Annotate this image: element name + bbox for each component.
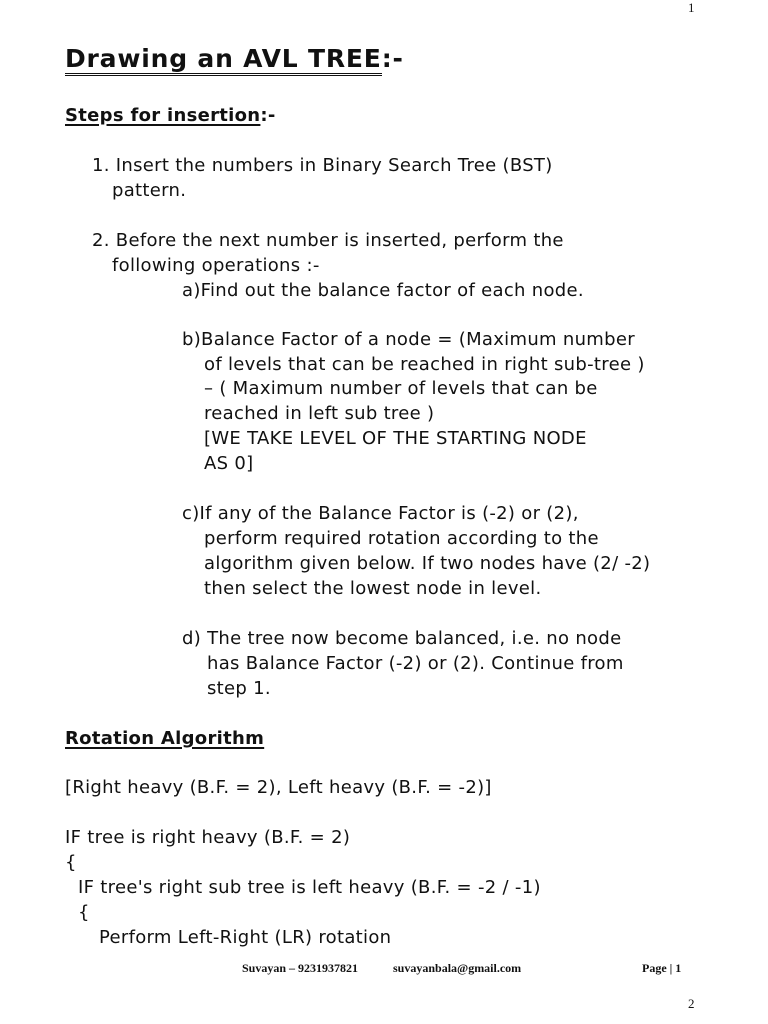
title-suffix: :- (381, 44, 404, 73)
substep-c-line-4: then select the lowest node in level. (204, 578, 542, 599)
step-2-line-2: following operations :- (112, 255, 320, 276)
title-text: Drawing an AVL TREE (65, 44, 382, 76)
substep-b-line-3: – ( Maximum number of levels that can be (204, 378, 598, 399)
substep-d-line-1: d) The tree now become balanced, i.e. no node (182, 628, 622, 649)
rotation-if-right-subtree: IF tree's right sub tree is left heavy (B.F. = -2 / -1) (78, 877, 541, 898)
footer-page-label: Page | 1 (642, 961, 682, 975)
substep-b-line-5: [WE TAKE LEVEL OF THE STARTING NODE (204, 428, 587, 449)
substep-c-line-1: c)If any of the Balance Factor is (-2) or (2), (182, 503, 579, 524)
rotation-open-brace-2: { (78, 902, 90, 923)
substep-b-line-6: AS 0] (204, 453, 254, 474)
substep-b-line-1: b)Balance Factor of a node = (Maximum number (182, 329, 635, 350)
rotation-if-right-heavy: IF tree is right heavy (B.F. = 2) (65, 827, 351, 848)
substep-c-line-3: algorithm given below. If two nodes have (2/ -2) (204, 553, 651, 574)
steps-heading-suffix: :- (260, 105, 276, 126)
rotation-perform-lr: Perform Left-Right (LR) rotation (99, 927, 392, 948)
step-1-line-2: pattern. (112, 180, 187, 201)
substep-d-line-2: has Balance Factor (-2) or (2). Continue from (207, 653, 624, 674)
document-title (65, 44, 404, 73)
rotation-definition: [Right heavy (B.F. = 2), Left heavy (B.F. = -2)] (65, 777, 492, 798)
top-page-number: 1 (688, 0, 695, 15)
steps-heading-text: Steps for insertion (65, 105, 261, 126)
rotation-open-brace-1: { (65, 852, 77, 873)
substep-b-line-4: reached in left sub tree ) (204, 403, 435, 424)
bottom-page-number: 2 (688, 996, 695, 1011)
footer-author: Suvayan – 9231937821 (242, 961, 359, 975)
steps-heading (65, 105, 276, 126)
rotation-heading: Rotation Algorithm (65, 728, 265, 749)
substep-c-line-2: perform required rotation according to the (204, 528, 599, 549)
footer-email: suvayanbala@gmail.com (393, 961, 522, 975)
step-1-line-1: 1. Insert the numbers in Binary Search Tree (BST) (92, 155, 553, 176)
step-2-line-1: 2. Before the next number is inserted, perform the (92, 230, 564, 251)
substep-a: a)Find out the balance factor of each node. (182, 280, 584, 301)
substep-b-line-2: of levels that can be reached in right sub-tree ) (204, 354, 645, 375)
substep-d-line-3: step 1. (207, 678, 271, 699)
